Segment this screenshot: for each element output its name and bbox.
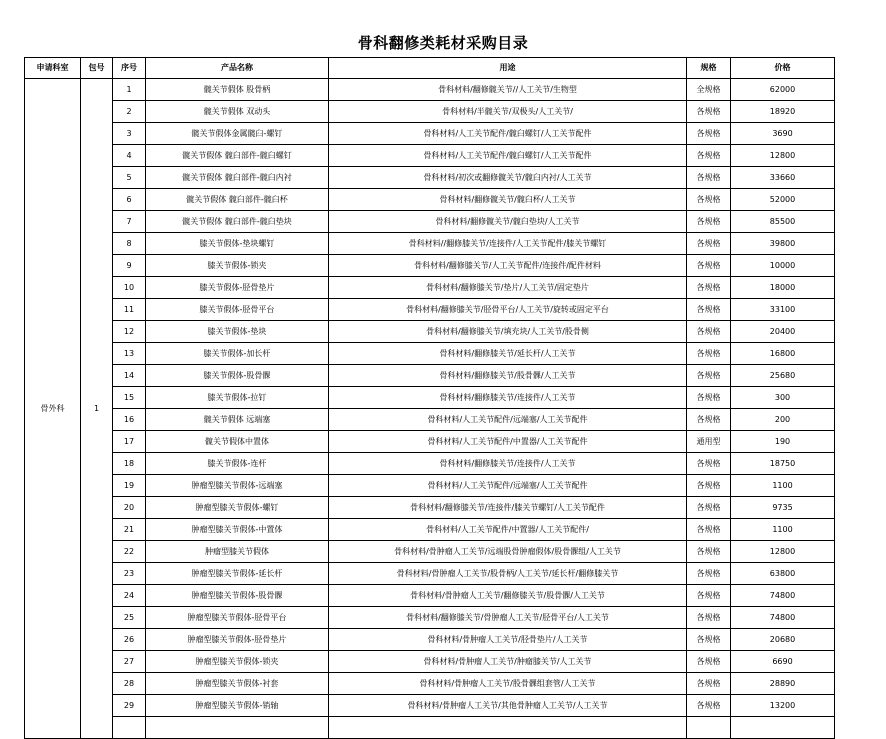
usage-cell: 骨科材料/半髋关节/双极头/人工关节/ <box>329 101 687 123</box>
price-cell: 20680 <box>731 629 835 651</box>
empty-cell <box>687 717 731 739</box>
table-body <box>25 79 835 739</box>
table-row <box>25 695 835 717</box>
spec-cell: 各规格 <box>687 695 731 717</box>
spec-cell: 各规格 <box>687 255 731 277</box>
seq-cell: 26 <box>113 629 146 651</box>
spec-cell: 各规格 <box>687 233 731 255</box>
usage-cell: 骨科材料/翻修膝关节/胫骨平台/人工关节/旋转或固定平台 <box>329 299 687 321</box>
spec-cell: 各规格 <box>687 277 731 299</box>
usage-cell: 骨科材料/人工关节配件/远端塞/人工关节配件 <box>329 409 687 431</box>
table-row <box>25 519 835 541</box>
spec-cell: 各规格 <box>687 497 731 519</box>
spec-cell: 各规格 <box>687 541 731 563</box>
spec-cell: 各规格 <box>687 321 731 343</box>
seq-cell: 9 <box>113 255 146 277</box>
seq-cell: 3 <box>113 123 146 145</box>
product-name-cell: 肿瘤型膝关节假体 <box>146 541 329 563</box>
price-cell: 1100 <box>731 519 835 541</box>
price-cell: 33660 <box>731 167 835 189</box>
product-name-cell: 肿瘤型膝关节假体-螺钉 <box>146 497 329 519</box>
usage-cell: 骨科材料/骨肿瘤人工关节/其他骨肿瘤人工关节/人工关节 <box>329 695 687 717</box>
price-cell: 18750 <box>731 453 835 475</box>
seq-cell: 18 <box>113 453 146 475</box>
price-cell: 74800 <box>731 607 835 629</box>
usage-cell: 骨科材料/人工关节配件/中置器/人工关节配件 <box>329 431 687 453</box>
product-name-cell: 膝关节假体-胫骨平台 <box>146 299 329 321</box>
price-cell: 25680 <box>731 365 835 387</box>
header-price: 价格 <box>731 58 835 79</box>
usage-cell: 骨科材料/翻修膝关节/延长杆/人工关节 <box>329 343 687 365</box>
price-cell: 12800 <box>731 541 835 563</box>
table-row <box>25 431 835 453</box>
spec-cell: 各规格 <box>687 409 731 431</box>
product-name-cell: 肿瘤型膝关节假体-延长杆 <box>146 563 329 585</box>
usage-cell: 骨科材料/人工关节配件/髋臼螺钉/人工关节配件 <box>329 145 687 167</box>
empty-cell <box>113 717 146 739</box>
price-cell: 39800 <box>731 233 835 255</box>
product-name-cell: 膝关节假体-加长杆 <box>146 343 329 365</box>
product-name-cell: 髋关节假体 髋臼部件-髋臼杯 <box>146 189 329 211</box>
usage-cell: 骨科材料/骨肿瘤人工关节/胫骨垫片/人工关节 <box>329 629 687 651</box>
table-row <box>25 585 835 607</box>
usage-cell: 骨科材料//翻修膝关节/连接件/人工关节配件/膝关节螺钉 <box>329 233 687 255</box>
spec-cell: 各规格 <box>687 475 731 497</box>
table-row <box>25 145 835 167</box>
table-row <box>25 717 835 739</box>
table-row <box>25 607 835 629</box>
table-row <box>25 79 835 101</box>
price-cell: 10000 <box>731 255 835 277</box>
seq-cell: 10 <box>113 277 146 299</box>
spec-cell: 各规格 <box>687 299 731 321</box>
spec-cell: 各规格 <box>687 145 731 167</box>
seq-cell: 22 <box>113 541 146 563</box>
price-cell: 20400 <box>731 321 835 343</box>
seq-cell: 25 <box>113 607 146 629</box>
category-cell: 骨外科 <box>25 79 81 739</box>
spec-cell: 各规格 <box>687 211 731 233</box>
product-name-cell: 肿瘤型膝关节假体-股骨髁 <box>146 585 329 607</box>
price-cell: 300 <box>731 387 835 409</box>
seq-cell: 20 <box>113 497 146 519</box>
seq-cell: 24 <box>113 585 146 607</box>
usage-cell: 骨科材料/翻修膝关节/连接件/膝关节螺钉/人工关节配件 <box>329 497 687 519</box>
product-name-cell: 膝关节假体-拉钉 <box>146 387 329 409</box>
price-cell: 18920 <box>731 101 835 123</box>
usage-cell: 骨科材料/翻修膝关节/连接件/人工关节 <box>329 453 687 475</box>
table-row <box>25 673 835 695</box>
price-cell: 85500 <box>731 211 835 233</box>
price-cell: 190 <box>731 431 835 453</box>
usage-cell: 骨科材料/翻修膝关节/填充块/人工关节/股骨侧 <box>329 321 687 343</box>
table-row <box>25 211 835 233</box>
product-name-cell: 肿瘤型膝关节假体-胫骨平台 <box>146 607 329 629</box>
usage-cell: 骨科材料/人工关节配件/髋臼螺钉/人工关节配件 <box>329 123 687 145</box>
seq-cell: 14 <box>113 365 146 387</box>
table-row <box>25 563 835 585</box>
package-cell: 1 <box>81 79 113 739</box>
price-cell: 16800 <box>731 343 835 365</box>
header-name: 产品名称 <box>146 58 329 79</box>
seq-cell: 29 <box>113 695 146 717</box>
seq-cell: 19 <box>113 475 146 497</box>
spec-cell: 各规格 <box>687 629 731 651</box>
empty-cell <box>731 717 835 739</box>
table-row <box>25 541 835 563</box>
product-name-cell: 肿瘤型膝关节假体-中置体 <box>146 519 329 541</box>
price-cell: 12800 <box>731 145 835 167</box>
price-cell: 74800 <box>731 585 835 607</box>
price-cell: 62000 <box>731 79 835 101</box>
header-package: 包号 <box>81 58 113 79</box>
product-name-cell: 肿瘤型膝关节假体-远端塞 <box>146 475 329 497</box>
spec-cell: 各规格 <box>687 563 731 585</box>
usage-cell: 骨科材料/骨肿瘤人工关节/股骨髁组套管/人工关节 <box>329 673 687 695</box>
seq-cell: 5 <box>113 167 146 189</box>
usage-cell: 骨科材料/翻修膝关节/人工关节配件/连接件/配件材料 <box>329 255 687 277</box>
seq-cell: 13 <box>113 343 146 365</box>
price-cell: 3690 <box>731 123 835 145</box>
product-name-cell: 膝关节假体-锁夹 <box>146 255 329 277</box>
table-row <box>25 277 835 299</box>
table-row <box>25 255 835 277</box>
spec-cell: 各规格 <box>687 585 731 607</box>
spec-cell: 各规格 <box>687 101 731 123</box>
table-row <box>25 299 835 321</box>
table-row <box>25 321 835 343</box>
spec-cell: 全规格 <box>687 79 731 101</box>
product-name-cell: 髋关节假体 髋臼部件-髋臼内衬 <box>146 167 329 189</box>
usage-cell: 骨科材料/翻修膝关节/股骨髁/人工关节 <box>329 365 687 387</box>
seq-cell: 6 <box>113 189 146 211</box>
usage-cell: 骨科材料/翻修髋关节/髋臼杯/人工关节 <box>329 189 687 211</box>
usage-cell: 骨科材料/初次或翻修髋关节/髋臼内衬/人工关节 <box>329 167 687 189</box>
product-name-cell: 髋关节假体金属髋臼-螺钉 <box>146 123 329 145</box>
catalog-table <box>24 57 835 739</box>
table-row <box>25 453 835 475</box>
seq-cell: 27 <box>113 651 146 673</box>
product-name-cell: 肿瘤型膝关节假体-锁夹 <box>146 651 329 673</box>
usage-cell: 骨科材料/人工关节配件/远端塞/人工关节配件 <box>329 475 687 497</box>
header-seq: 序号 <box>113 58 146 79</box>
usage-cell: 骨科材料/翻修髋关节/髋臼垫块/人工关节 <box>329 211 687 233</box>
spec-cell: 各规格 <box>687 167 731 189</box>
header-row <box>25 58 835 79</box>
table-row <box>25 167 835 189</box>
spec-cell: 各规格 <box>687 387 731 409</box>
price-cell: 52000 <box>731 189 835 211</box>
seq-cell: 8 <box>113 233 146 255</box>
header-spec: 规格 <box>687 58 731 79</box>
header-usage: 用途 <box>329 58 687 79</box>
product-name-cell: 肿瘤型膝关节假体-胫骨垫片 <box>146 629 329 651</box>
seq-cell: 16 <box>113 409 146 431</box>
table-row <box>25 387 835 409</box>
product-name-cell: 髋关节假体 远端塞 <box>146 409 329 431</box>
spec-cell: 各规格 <box>687 123 731 145</box>
price-cell: 18000 <box>731 277 835 299</box>
seq-cell: 17 <box>113 431 146 453</box>
product-name-cell: 髋关节假体 髋臼部件-髋臼垫块 <box>146 211 329 233</box>
product-name-cell: 膝关节假体-垫块螺钉 <box>146 233 329 255</box>
product-name-cell: 膝关节假体-股骨髁 <box>146 365 329 387</box>
spec-cell: 各规格 <box>687 607 731 629</box>
spec-cell: 各规格 <box>687 673 731 695</box>
table-row <box>25 409 835 431</box>
seq-cell: 21 <box>113 519 146 541</box>
price-cell: 13200 <box>731 695 835 717</box>
spec-cell: 各规格 <box>687 189 731 211</box>
price-cell: 1100 <box>731 475 835 497</box>
seq-cell: 12 <box>113 321 146 343</box>
seq-cell: 4 <box>113 145 146 167</box>
price-cell: 63800 <box>731 563 835 585</box>
table-row <box>25 497 835 519</box>
spec-cell: 各规格 <box>687 651 731 673</box>
table-row <box>25 189 835 211</box>
product-name-cell: 肿瘤型膝关节假体-衬套 <box>146 673 329 695</box>
price-cell: 6690 <box>731 651 835 673</box>
product-name-cell: 髋关节假体 髋臼部件-髋臼螺钉 <box>146 145 329 167</box>
usage-cell: 骨科材料/翻修髋关节//人工关节/生物型 <box>329 79 687 101</box>
price-cell: 200 <box>731 409 835 431</box>
product-name-cell: 髋关节假体 双动头 <box>146 101 329 123</box>
empty-cell <box>146 717 329 739</box>
table-row <box>25 123 835 145</box>
price-cell: 9735 <box>731 497 835 519</box>
product-name-cell: 膝关节假体-胫骨垫片 <box>146 277 329 299</box>
product-name-cell: 髋关节假体中置体 <box>146 431 329 453</box>
usage-cell: 骨科材料/翻修膝关节/垫片/人工关节/固定垫片 <box>329 277 687 299</box>
product-name-cell: 膝关节假体-连杆 <box>146 453 329 475</box>
usage-cell: 骨科材料/翻修膝关节/骨肿瘤人工关节/胫骨平台/人工关节 <box>329 607 687 629</box>
usage-cell: 骨科材料/翻修膝关节/连接件/人工关节 <box>329 387 687 409</box>
table-row <box>25 475 835 497</box>
seq-cell: 11 <box>113 299 146 321</box>
usage-cell: 骨科材料/骨肿瘤人工关节/远端股骨肿瘤假体/股骨髁组/人工关节 <box>329 541 687 563</box>
seq-cell: 23 <box>113 563 146 585</box>
table-row <box>25 101 835 123</box>
empty-cell <box>329 717 687 739</box>
seq-cell: 28 <box>113 673 146 695</box>
product-name-cell: 膝关节假体-垫块 <box>146 321 329 343</box>
spec-cell: 通用型 <box>687 431 731 453</box>
header-category: 申请科室 <box>25 58 81 79</box>
seq-cell: 2 <box>113 101 146 123</box>
table-row <box>25 629 835 651</box>
table-row <box>25 651 835 673</box>
table-row <box>25 343 835 365</box>
table-row <box>25 233 835 255</box>
usage-cell: 骨科材料/骨肿瘤人工关节/股骨柄/人工关节/延长杆/翻修膝关节 <box>329 563 687 585</box>
price-cell: 28890 <box>731 673 835 695</box>
table-row <box>25 365 835 387</box>
spec-cell: 各规格 <box>687 453 731 475</box>
usage-cell: 骨科材料/骨肿瘤人工关节/翻修膝关节/股骨髁/人工关节 <box>329 585 687 607</box>
spec-cell: 各规格 <box>687 519 731 541</box>
spec-cell: 各规格 <box>687 365 731 387</box>
page-title: 骨科翻修类耗材采购目录 <box>357 34 529 52</box>
spec-cell: 各规格 <box>687 343 731 365</box>
seq-cell: 1 <box>113 79 146 101</box>
seq-cell: 7 <box>113 211 146 233</box>
product-name-cell: 髋关节假体 股骨柄 <box>146 79 329 101</box>
usage-cell: 骨科材料/人工关节配件/中置器/人工关节配件/ <box>329 519 687 541</box>
product-name-cell: 肿瘤型膝关节假体-销轴 <box>146 695 329 717</box>
price-cell: 33100 <box>731 299 835 321</box>
usage-cell: 骨科材料/骨肿瘤人工关节/肿瘤膝关节/人工关节 <box>329 651 687 673</box>
seq-cell: 15 <box>113 387 146 409</box>
